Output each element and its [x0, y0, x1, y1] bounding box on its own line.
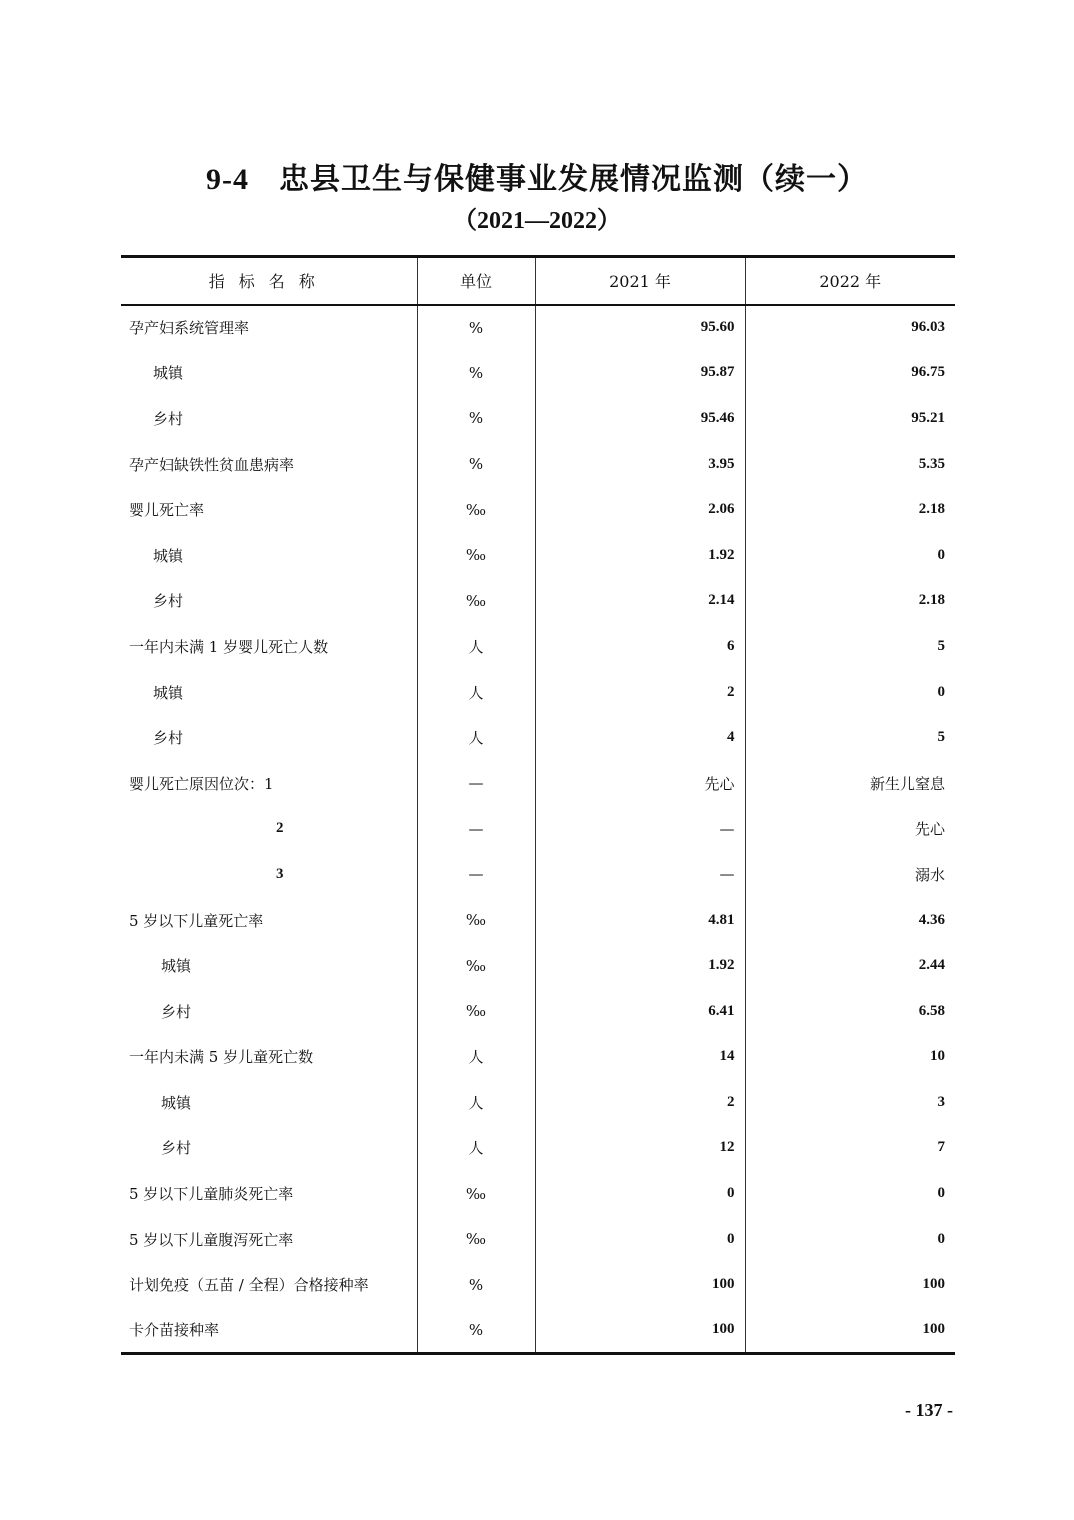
table-row — [121, 988, 955, 1034]
row-value-2021: 6.41 — [535, 988, 745, 1034]
row-value-2022: 溺水 — [745, 852, 955, 898]
row-unit: 人 — [417, 669, 535, 715]
row-value-2022: 2.18 — [745, 487, 955, 533]
row-indicator-name: 乡村 — [153, 592, 184, 611]
table-row — [121, 852, 955, 898]
table-row — [121, 1216, 955, 1262]
row-value-2022: 新生儿窒息 — [745, 760, 955, 806]
row-value-2022: 5.35 — [745, 441, 955, 487]
table-row — [121, 305, 955, 351]
row-value-2021: 2.06 — [535, 487, 745, 533]
row-unit: % — [417, 396, 535, 442]
row-indicator-name: 一年内未满 5 岁儿童死亡数 — [129, 1048, 314, 1067]
page-number: - 137 - — [905, 1400, 953, 1420]
row-indicator-name: 城镇 — [153, 683, 184, 702]
row-unit: ‰ — [417, 532, 535, 578]
row-value-2022: 先心 — [745, 806, 955, 852]
row-value-2021: 0 — [535, 1171, 745, 1217]
table-row — [121, 897, 955, 943]
row-indicator-name: 5 岁以下儿童腹泻死亡率 — [129, 1230, 294, 1249]
row-unit: ‰ — [417, 487, 535, 533]
row-indicator-name: 5 岁以下儿童死亡率 — [129, 911, 264, 930]
row-value-2022: 10 — [745, 1034, 955, 1080]
table-row — [121, 441, 955, 487]
table-row — [121, 669, 955, 715]
row-indicator-name: 乡村 — [161, 1139, 192, 1158]
header-2022: 2022 年 — [745, 257, 955, 305]
table-row — [121, 715, 955, 761]
table-row — [121, 1034, 955, 1080]
row-indicator-name: 城镇 — [161, 957, 192, 976]
row-value-2021: 2 — [535, 1080, 745, 1126]
row-value-2021: 2.14 — [535, 578, 745, 624]
table-body — [121, 305, 955, 1354]
row-value-2021: 14 — [535, 1034, 745, 1080]
table-row — [121, 806, 955, 852]
row-unit: ‰ — [417, 943, 535, 989]
row-unit: % — [417, 350, 535, 396]
row-unit: % — [417, 305, 535, 351]
row-unit: ‰ — [417, 1171, 535, 1217]
row-indicator-name: 婴儿死亡原因位次：1 — [129, 774, 274, 793]
row-indicator-name: 5 岁以下儿童肺炎死亡率 — [129, 1185, 294, 1204]
table-row — [121, 1125, 955, 1171]
row-value-2022: 96.03 — [745, 305, 955, 351]
row-value-2022: 0 — [745, 1171, 955, 1217]
row-indicator-name: 乡村 — [153, 729, 184, 748]
row-unit: 人 — [417, 1080, 535, 1126]
table-row — [121, 1262, 955, 1308]
page-title — [0, 154, 1074, 198]
stats-table — [121, 255, 955, 1355]
row-unit: % — [417, 441, 535, 487]
row-unit: 人 — [417, 715, 535, 761]
header-2021: 2021 年 — [535, 257, 745, 305]
row-value-2022: 7 — [745, 1125, 955, 1171]
row-value-2021: 95.60 — [535, 305, 745, 351]
row-unit: — — [417, 760, 535, 806]
row-value-2021: 4 — [535, 715, 745, 761]
row-unit: ‰ — [417, 897, 535, 943]
row-unit: 人 — [417, 624, 535, 670]
table-row — [121, 396, 955, 442]
table-row — [121, 1171, 955, 1217]
row-value-2022: 0 — [745, 669, 955, 715]
row-value-2022: 95.21 — [745, 396, 955, 442]
table-header-row — [121, 257, 955, 305]
row-indicator-name: 乡村 — [161, 1002, 192, 1021]
row-unit: 人 — [417, 1034, 535, 1080]
table-number: 9-4 — [206, 163, 249, 196]
row-indicator-name: 城镇 — [153, 364, 184, 383]
row-value-2022: 96.75 — [745, 350, 955, 396]
row-value-2022: 3 — [745, 1080, 955, 1126]
row-value-2022: 6.58 — [745, 988, 955, 1034]
row-indicator-name: 孕产妇缺铁性贫血患病率 — [129, 455, 295, 474]
row-value-2021: 100 — [535, 1262, 745, 1308]
row-indicator-name: 2 — [276, 820, 284, 837]
row-indicator-name: 乡村 — [153, 409, 184, 428]
row-value-2021: 1.92 — [535, 943, 745, 989]
row-value-2021: — — [535, 806, 745, 852]
row-value-2021: 100 — [535, 1308, 745, 1354]
row-indicator-name: 孕产妇系统管理率 — [129, 319, 250, 338]
header-unit: 单位 — [417, 257, 535, 305]
row-indicator-name: 城镇 — [161, 1093, 192, 1112]
row-value-2021: — — [535, 852, 745, 898]
row-unit: ‰ — [417, 578, 535, 624]
row-value-2022: 2.18 — [745, 578, 955, 624]
row-unit: ‰ — [417, 988, 535, 1034]
table-row — [121, 1080, 955, 1126]
row-value-2022: 5 — [745, 715, 955, 761]
row-indicator-name: 婴儿死亡率 — [129, 501, 205, 520]
row-value-2022: 100 — [745, 1262, 955, 1308]
row-value-2022: 0 — [745, 532, 955, 578]
row-indicator-name: 计划免疫（五苗 / 全程）合格接种率 — [129, 1276, 369, 1295]
row-unit: 人 — [417, 1125, 535, 1171]
table-title-text: 忠县卫生与保健事业发展情况监测（续一） — [279, 162, 868, 197]
row-value-2021: 95.46 — [535, 396, 745, 442]
table-row — [121, 1308, 955, 1354]
row-value-2021: 12 — [535, 1125, 745, 1171]
row-value-2022: 5 — [745, 624, 955, 670]
row-value-2021: 先心 — [535, 760, 745, 806]
row-value-2021: 6 — [535, 624, 745, 670]
table-row — [121, 578, 955, 624]
row-value-2022: 100 — [745, 1308, 955, 1354]
row-unit: — — [417, 852, 535, 898]
table-row — [121, 350, 955, 396]
table-row — [121, 624, 955, 670]
row-value-2022: 2.44 — [745, 943, 955, 989]
row-indicator-name: 卡介苗接种率 — [121, 1308, 417, 1354]
row-unit: % — [417, 1262, 535, 1308]
row-value-2021: 3.95 — [535, 441, 745, 487]
table-row — [121, 487, 955, 533]
row-indicator-name: 3 — [276, 865, 284, 882]
row-value-2022: 0 — [745, 1216, 955, 1262]
stats-table-container — [121, 255, 955, 1355]
row-value-2021: 0 — [535, 1216, 745, 1262]
row-unit: ‰ — [417, 1216, 535, 1262]
row-indicator-name: 城镇 — [153, 546, 184, 565]
table-row — [121, 760, 955, 806]
row-value-2021: 2 — [535, 669, 745, 715]
table-subtitle: （2021—2022） — [453, 208, 621, 234]
row-value-2021: 4.81 — [535, 897, 745, 943]
row-unit: — — [417, 806, 535, 852]
row-unit: % — [417, 1308, 535, 1354]
row-value-2021: 95.87 — [535, 350, 745, 396]
row-value-2021: 1.92 — [535, 532, 745, 578]
table-row — [121, 532, 955, 578]
table-row — [121, 943, 955, 989]
row-value-2022: 4.36 — [745, 897, 955, 943]
header-indicator-name: 指标名称 — [121, 257, 417, 305]
row-indicator-name: 一年内未满 1 岁婴儿死亡人数 — [129, 637, 329, 656]
